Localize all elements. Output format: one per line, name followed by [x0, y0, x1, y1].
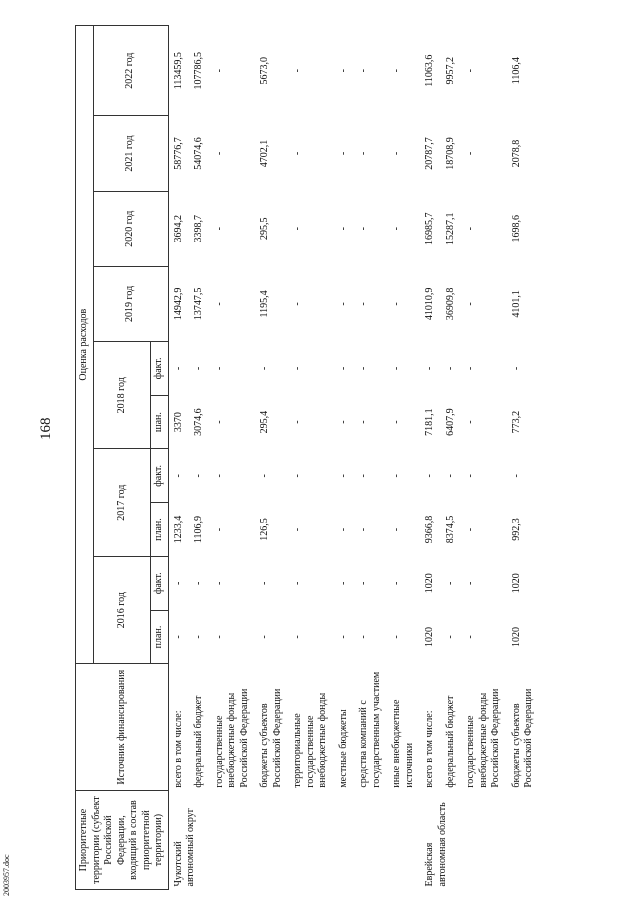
value-cell: - [213, 635, 225, 639]
value-cell: - [391, 69, 402, 73]
value-cell: 9366,8 [424, 515, 435, 544]
value-cell: - [444, 366, 456, 371]
header-2017-fact: факт. [151, 449, 169, 503]
value-cell: - [172, 581, 184, 585]
value-cell: - [424, 366, 435, 371]
table-row [255, 26, 288, 890]
value-cell: - [259, 635, 270, 639]
value-cell: 58776,7 [172, 137, 184, 170]
value-cell: - [337, 227, 349, 231]
value-cell: 16985,7 [424, 212, 435, 245]
value-cell: - [337, 420, 349, 424]
value-cell: - [337, 366, 349, 371]
value-cell: - [292, 302, 303, 306]
value-cell: 295,4 [259, 410, 270, 434]
header-year-2018: 2018 год [93, 342, 151, 449]
value-cell: - [292, 69, 303, 73]
table-row [168, 26, 189, 890]
value-cell: - [292, 151, 303, 156]
value-cell: - [358, 420, 369, 424]
value-cell: - [358, 635, 369, 639]
header-2018-plan: шан. [151, 395, 169, 449]
value-cell: 9957,2 [444, 56, 456, 85]
source-cell: средства компаний с государственным участием [358, 671, 382, 788]
value-cell: - [444, 635, 456, 639]
value-cell: - [465, 227, 476, 231]
table-row [387, 26, 420, 890]
value-cell: 126,5 [259, 518, 270, 541]
value-cell: 107786,5 [193, 51, 204, 90]
value-cell: - [292, 474, 303, 478]
value-cell: - [391, 581, 402, 585]
value-cell: - [444, 474, 456, 478]
table-body [168, 26, 540, 890]
value-cell: - [213, 527, 225, 532]
header-year-2021: 2021 год [93, 116, 168, 191]
value-cell: - [510, 366, 522, 371]
value-cell: - [358, 527, 369, 532]
value-cell: 8374,5 [444, 515, 456, 544]
value-cell: 7181,1 [424, 408, 435, 436]
header-year-2020: 2020 год [93, 191, 168, 266]
value-cell: - [465, 527, 476, 532]
value-cell: - [292, 527, 303, 532]
value-cell: 1698,6 [510, 214, 522, 243]
value-cell: - [213, 227, 225, 231]
header-year-2017: 2017 год [93, 449, 151, 556]
value-cell: - [292, 227, 303, 231]
value-cell: - [358, 366, 369, 371]
table-row [507, 26, 540, 890]
table-row [288, 26, 334, 890]
value-cell: - [358, 581, 369, 585]
value-cell: - [172, 366, 184, 371]
value-cell: - [213, 474, 225, 478]
value-cell: - [337, 581, 349, 585]
value-cell: - [193, 635, 204, 639]
value-cell: 1020 [510, 626, 522, 647]
value-cell: - [259, 474, 270, 478]
value-cell: 3398,7 [193, 214, 204, 243]
value-cell: - [213, 151, 225, 156]
value-cell: - [465, 581, 476, 585]
value-cell: 6407,9 [444, 408, 456, 436]
value-cell: - [172, 474, 184, 478]
table-row [334, 26, 355, 890]
value-cell: 18708,9 [444, 137, 456, 170]
value-cell: - [391, 302, 402, 306]
source-cell: государственные внебюджетные фонды Российской Федерации [213, 688, 250, 788]
header-territory: Приоритетные территории (субъект Российской Федерации, входящий в состав приоритетной территории) [76, 791, 169, 890]
value-cell: - [337, 69, 349, 73]
value-cell: 113459,5 [172, 52, 184, 90]
source-cell: всего в том числе: [424, 710, 435, 788]
value-cell: 3074,6 [193, 408, 204, 436]
value-cell: - [391, 527, 402, 532]
table-row [461, 26, 507, 890]
value-cell: 1020 [424, 626, 435, 647]
header-year-2019: 2019 год [93, 266, 168, 341]
source-cell: бюджеты субъектов Российской Федерации [510, 688, 534, 788]
source-cell: иные внебюджетные источники [391, 699, 415, 788]
value-cell: - [391, 366, 402, 371]
value-cell: - [465, 151, 476, 156]
value-cell: - [358, 69, 369, 73]
value-cell: - [292, 366, 303, 371]
source-cell: территориальные государственные внебюджетные фонды [292, 692, 328, 788]
value-cell: - [337, 151, 349, 156]
value-cell: 13747,5 [193, 287, 204, 321]
value-cell: - [391, 420, 402, 424]
value-cell: - [465, 366, 476, 371]
value-cell: - [193, 366, 204, 371]
value-cell: - [465, 302, 476, 306]
table-row [354, 26, 387, 890]
value-cell: - [358, 151, 369, 156]
value-cell: 1020 [424, 573, 435, 594]
header-2017-plan: план. [151, 503, 169, 557]
value-cell: - [465, 635, 476, 639]
value-cell: - [213, 366, 225, 371]
header-2016-plan: план. [151, 610, 169, 664]
value-cell: - [193, 581, 204, 585]
source-cell: всего в том числе: [172, 710, 184, 788]
territory-cell: Еврейская автономная область [424, 802, 448, 887]
value-cell: 4101,1 [510, 290, 522, 318]
value-cell: 295,5 [259, 217, 270, 240]
value-cell: 3370 [172, 412, 184, 433]
table-row [189, 26, 210, 890]
value-cell: 5673,0 [259, 56, 270, 85]
value-cell: 1106,9 [193, 515, 204, 544]
table-row [210, 26, 256, 890]
value-cell: - [259, 366, 270, 371]
document-id: 2003957.doc [2, 854, 11, 896]
header-estimate: Оценка расходов [76, 26, 94, 664]
value-cell: 992,3 [510, 518, 522, 541]
value-cell: - [213, 69, 225, 73]
value-cell: 54074,6 [193, 137, 204, 170]
value-cell: - [391, 635, 402, 639]
value-cell: - [358, 474, 369, 478]
value-cell: 41010,9 [424, 287, 435, 321]
value-cell: - [292, 581, 303, 585]
value-cell: 3694,2 [172, 214, 184, 243]
value-cell: - [465, 474, 476, 478]
value-cell: - [337, 527, 349, 532]
value-cell: - [424, 474, 435, 478]
value-cell: - [391, 474, 402, 478]
value-cell: - [213, 302, 225, 306]
source-cell: государственные внебюджетные фонды Российской Федерации [465, 688, 501, 788]
value-cell: 36909,8 [444, 287, 456, 321]
table-row [441, 26, 462, 890]
financing-table [75, 25, 540, 890]
value-cell: 4702,1 [259, 139, 270, 168]
value-cell: - [465, 420, 476, 424]
value-cell: - [259, 581, 270, 585]
value-cell: 15287,1 [444, 212, 456, 245]
value-cell: 773,2 [510, 410, 522, 434]
header-source: Источник финансирования [76, 664, 169, 791]
territory-cell: Чукотский автономный округ [172, 808, 196, 887]
value-cell: - [510, 474, 522, 478]
value-cell: - [358, 302, 369, 306]
value-cell: - [292, 635, 303, 639]
value-cell: - [337, 474, 349, 478]
value-cell: 2078,8 [510, 139, 522, 168]
source-cell: бюджеты субъектов Российской Федерации [259, 688, 283, 788]
source-cell: федеральный бюджет [193, 695, 204, 788]
source-cell: местные бюджеты [337, 709, 349, 788]
header-2018-fact: факт. [151, 342, 169, 396]
source-cell: федеральный бюджет [444, 695, 456, 788]
value-cell: 11063,6 [424, 54, 435, 87]
value-cell: 14942,9 [172, 287, 184, 321]
table-row [420, 26, 441, 890]
value-cell: - [172, 635, 184, 639]
value-cell: 1106,4 [510, 57, 522, 85]
header-year-2016: 2016 год [93, 556, 151, 663]
value-cell: - [337, 302, 349, 306]
value-cell: - [213, 420, 225, 424]
value-cell: 1020 [510, 573, 522, 594]
value-cell: - [444, 581, 456, 585]
value-cell: - [213, 581, 225, 585]
value-cell: - [465, 69, 476, 73]
value-cell: - [391, 227, 402, 231]
value-cell: - [292, 420, 303, 424]
value-cell: - [358, 227, 369, 231]
value-cell: 1195,4 [259, 290, 270, 318]
financing-table-container [75, 25, 585, 890]
header-2016-fact: факт. [151, 556, 169, 610]
value-cell: - [337, 635, 349, 639]
value-cell: - [391, 151, 402, 156]
value-cell: 20787,7 [424, 137, 435, 170]
page-number: 168 [38, 417, 54, 440]
value-cell: - [193, 474, 204, 478]
value-cell: 1233,4 [172, 515, 184, 544]
header-year-2022: 2022 год [93, 26, 168, 116]
